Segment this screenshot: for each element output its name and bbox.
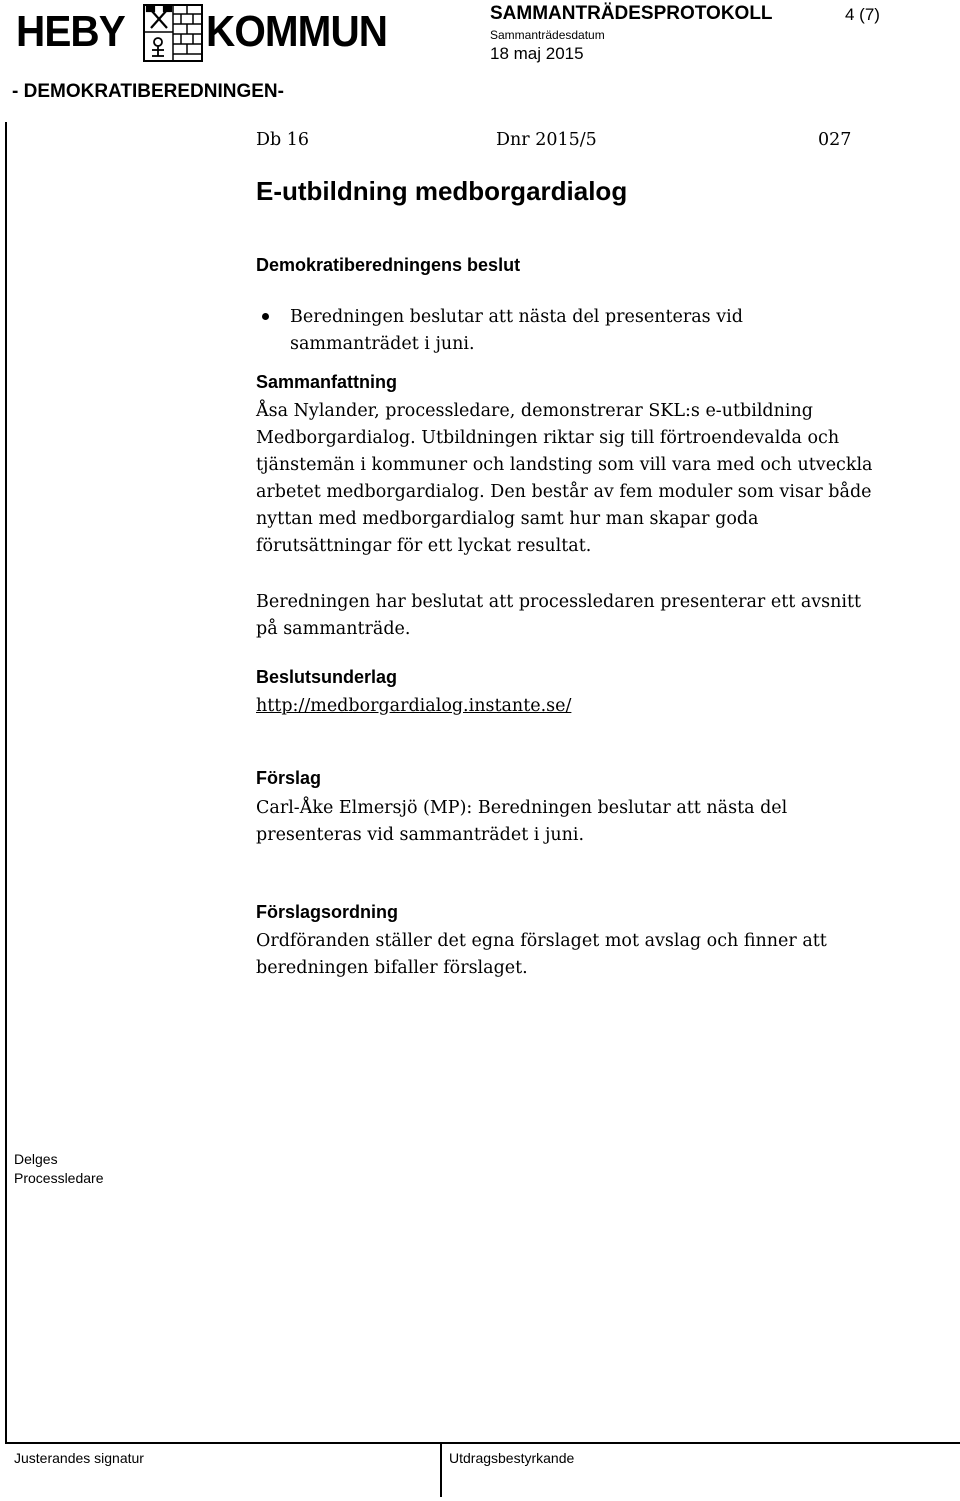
protocol-title: SAMMANTRÄDESPROTOKOLL [490,3,773,24]
basis-heading: Beslutsunderlag [256,667,398,687]
logo-kommun: KOMMUN [206,7,388,56]
coat-of-arms-icon [143,4,203,62]
meeting-date-label: Sammanträdesdatum [490,28,605,42]
bullet-icon [262,313,269,320]
summary-text-2: Beredningen har beslutat att processledaren presenterar ett avsnitt på sammanträde. [256,592,862,639]
distribution-recipient: Processledare [14,1170,104,1186]
proposal-order-text: Ordföranden ställer det egna förslaget mot avslag och finner att beredningen bifaller förslaget. [256,931,827,978]
summary-heading: Sammanfattning [256,372,398,392]
basis-link[interactable]: http://medborgardialog.instante.se/ [256,696,572,716]
page-number: 4 (7) [845,5,880,24]
signature-label: Justerandes signatur [14,1450,144,1466]
committee-name: - DEMOKRATIBEREDNINGEN- [12,81,284,102]
left-margin-line [5,122,7,1444]
paragraph-number: Db 16 [256,130,310,150]
case-number: Dnr 2015/5 [496,130,597,150]
footer-column-divider [440,1442,442,1497]
proposal-heading: Förslag [256,768,322,788]
footer-divider [5,1442,960,1444]
decision-heading: Demokratiberedningens beslut [256,255,521,275]
item-title: E-utbildning medborgardialog [256,176,628,206]
certification-label: Utdragsbestyrkande [449,1450,575,1466]
meeting-date: 18 maj 2015 [490,44,584,63]
archive-code: 027 [818,130,852,150]
distribution-label: Delges [14,1151,58,1167]
logo-heby: HEBY [16,7,125,56]
decision-bullet-text: Beredningen beslutar att nästa del presenteras vid sammanträdet i juni. [290,307,743,354]
summary-text: Åsa Nylander, processledare, demonstrerar SKL:s e-utbildning Medborgardialog. Utbildningen riktar sig till förtroendevalda och tjänstemän i kommuner och landsting som vill vara med och utveckla arbetet medborgardialog. Den består av fem moduler som visar både nyttan med medborgardialog samt hur man skapar goda förutsättningar för ett lyckat resultat. [256,401,873,556]
proposal-order-heading: Förslagsordning [256,902,399,922]
proposal-text: Carl-Åke Elmersjö (MP): Beredningen beslutar att nästa del presenteras vid sammanträdet i juni. [256,798,788,845]
